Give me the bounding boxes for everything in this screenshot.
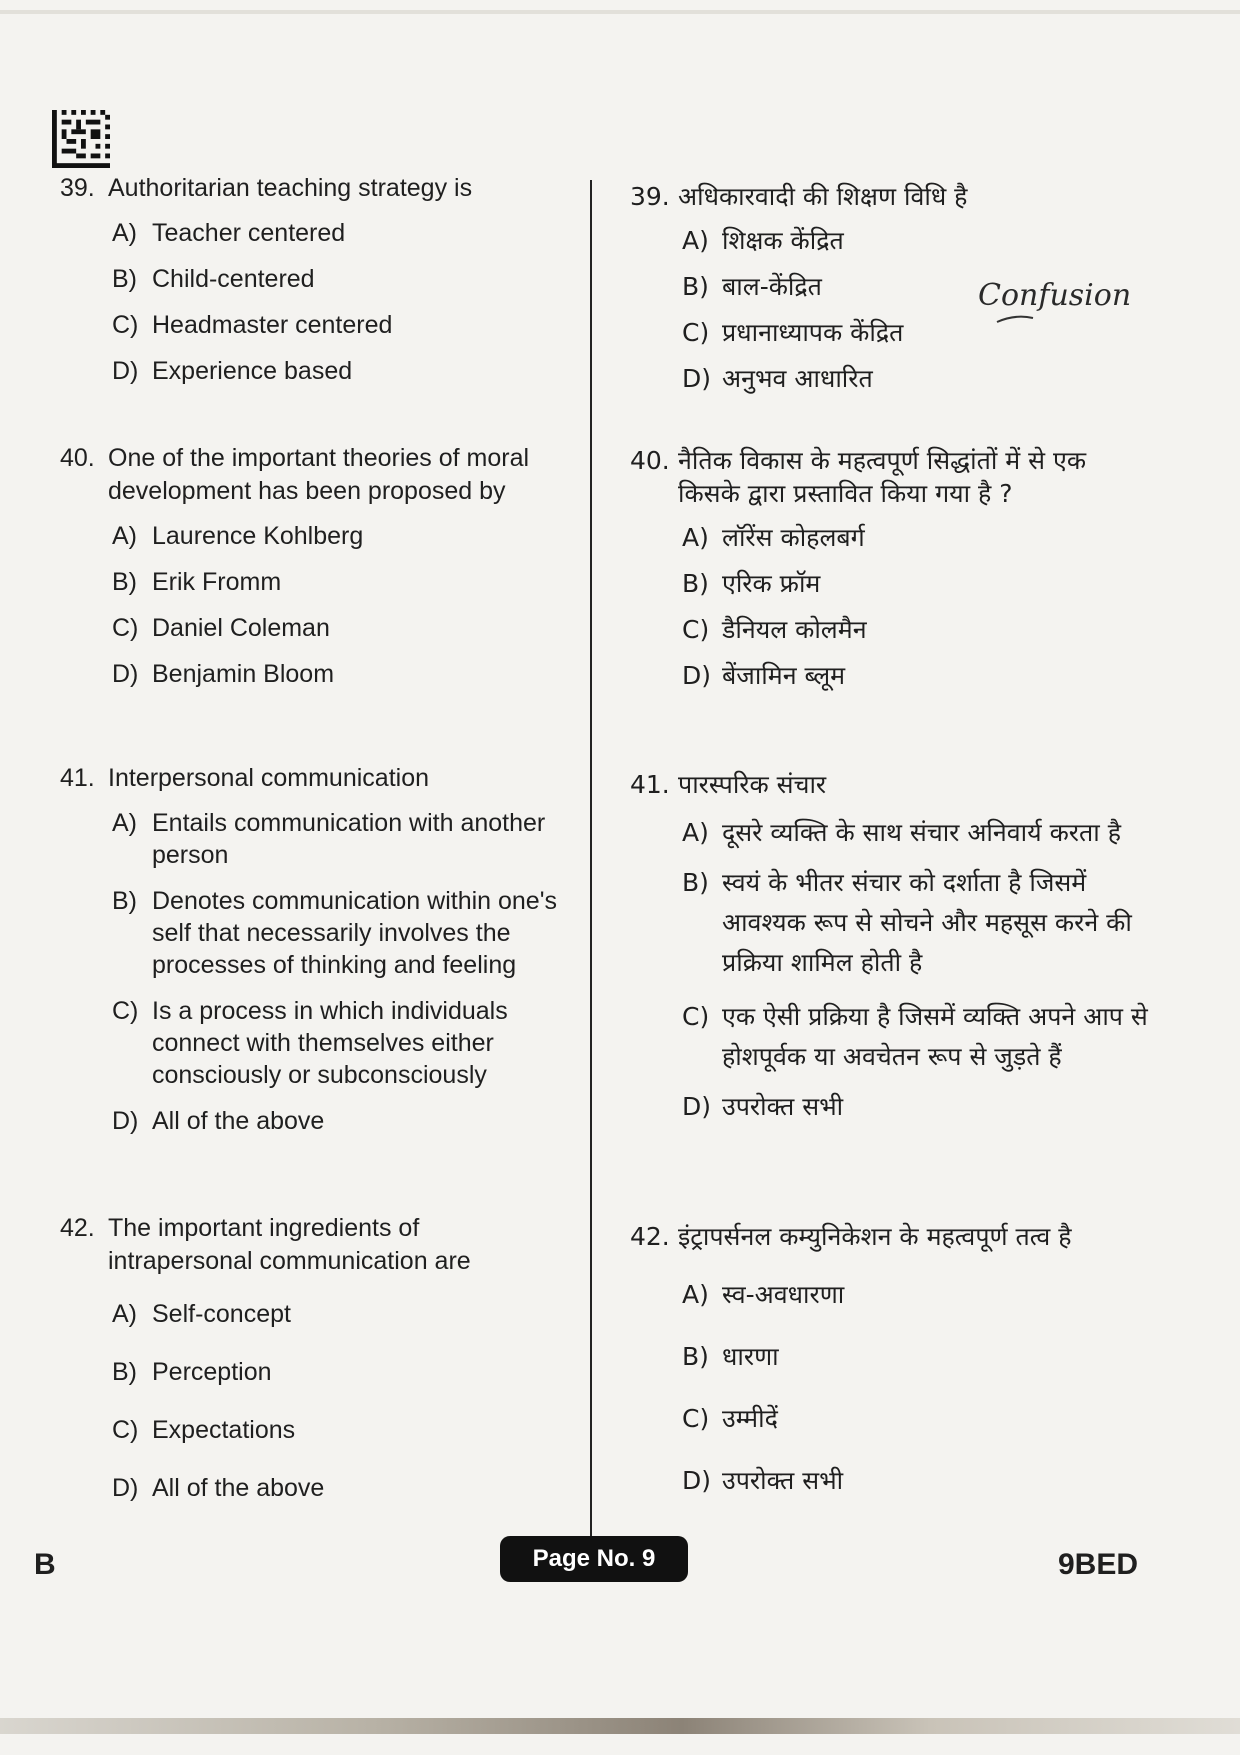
option-b: [112, 263, 570, 295]
option-text: All of the above: [152, 1107, 325, 1135]
option-text: दूसरे व्यक्ति के साथ संचार अनिवार्य करता है: [722, 818, 1121, 847]
option-b: [112, 566, 570, 598]
option-label: C): [112, 614, 139, 642]
option-text: उपरोक्त सभी: [722, 1092, 844, 1121]
option-b: [112, 1356, 570, 1388]
option-text: Entails communication with another person: [152, 809, 546, 869]
option-label: A): [112, 522, 137, 550]
option-a: [112, 1298, 570, 1330]
option-c: [112, 1414, 570, 1446]
option-a: [682, 817, 1150, 849]
option-label: C): [682, 318, 710, 347]
option-label: B): [682, 1342, 709, 1371]
option-text: उम्मीदें: [722, 1404, 778, 1433]
option-text: Laurence Kohlberg: [152, 522, 364, 550]
option-d: [682, 1465, 1150, 1497]
question-text: पारस्परिक संचार: [678, 770, 827, 799]
question-number: 41.: [630, 770, 670, 799]
option-text: Expectations: [152, 1416, 296, 1444]
option-c: [682, 997, 1150, 1077]
question-text: One of the important theories of moral development has been proposed by: [108, 444, 530, 505]
option-label: C): [112, 311, 139, 339]
option-label: A): [112, 219, 137, 247]
option-b: [112, 885, 570, 981]
option-text: Headmaster centered: [152, 311, 393, 339]
option-label: A): [682, 1280, 709, 1309]
question-number: 40.: [60, 444, 95, 472]
question-text: The important ingredients of intrapersonal communication are: [108, 1214, 471, 1275]
column-divider: [590, 180, 592, 1540]
option-label: B): [112, 1358, 137, 1386]
question-number: 42.: [630, 1222, 670, 1251]
option-a: [682, 522, 1150, 554]
option-d: [682, 363, 1150, 395]
option-label: C): [682, 615, 710, 644]
option-text: अनुभव आधारित: [722, 364, 873, 393]
option-text: बेंजामिन ब्लूम: [722, 661, 846, 690]
option-text: Perception: [152, 1358, 272, 1386]
question-40-hi: [630, 444, 1150, 706]
option-a: [112, 217, 570, 249]
series-code: B: [34, 1548, 56, 1581]
option-text: स्व-अवधारणा: [722, 1280, 845, 1309]
option-text: Daniel Coleman: [152, 614, 330, 642]
option-c: [112, 612, 570, 644]
question-39-en: [60, 172, 570, 401]
option-label: B): [682, 569, 709, 598]
option-text: एक ऐसी प्रक्रिया है जिसमें व्यक्ति अपने आप से होशपूर्वक या अवचेतन रूप से जुड़ते हैं: [722, 1002, 1148, 1071]
option-d: [682, 1091, 1150, 1123]
option-text: एरिक फ्रॉम: [722, 569, 821, 598]
option-text: उपरोक्त सभी: [722, 1466, 844, 1495]
option-text: लॉरेंस कोहलबर्ग: [722, 523, 865, 552]
option-label: A): [112, 809, 137, 837]
option-label: D): [112, 660, 139, 688]
option-label: D): [112, 357, 139, 385]
question-42-hi: [630, 1220, 1150, 1511]
option-label: B): [682, 868, 709, 897]
option-text: Is a process in which individuals connect with themselves either consciously or subconsciously: [152, 997, 508, 1089]
option-label: B): [112, 568, 137, 596]
option-d: [112, 658, 570, 690]
question-42-en: [60, 1212, 570, 1518]
option-b: [682, 568, 1150, 600]
option-text: Teacher centered: [152, 219, 346, 247]
option-text: धारणा: [722, 1342, 779, 1371]
question-text: इंट्रापर्सनल कम्युनिकेशन के महत्वपूर्ण तत्व है: [678, 1222, 1072, 1251]
paper-code: 9BED: [1058, 1548, 1139, 1581]
option-a: [682, 1279, 1150, 1311]
option-label: C): [682, 1404, 710, 1433]
page-number-badge: Page No. 9: [500, 1536, 688, 1582]
option-text: प्रधानाध्यापक केंद्रित: [722, 318, 904, 347]
scan-artifact: [0, 10, 1240, 14]
option-label: D): [682, 1092, 712, 1121]
question-number: 40.: [630, 446, 670, 475]
option-label: C): [112, 997, 139, 1025]
option-label: D): [682, 1466, 712, 1495]
option-c: [112, 309, 570, 341]
scan-bottom-edge: [0, 1718, 1240, 1734]
option-d: [112, 1105, 570, 1137]
datamatrix-code-icon: [52, 110, 110, 168]
question-40-en: [60, 442, 570, 704]
option-text: Erik Fromm: [152, 568, 282, 596]
option-text: डैनियल कोलमैन: [722, 615, 867, 644]
option-text: Denotes communication within one's self that necessarily involves the processes of thinking and feeling: [152, 887, 557, 979]
option-c: [682, 1403, 1150, 1435]
option-label: A): [682, 818, 709, 847]
option-text: All of the above: [152, 1474, 325, 1502]
question-number: 42.: [60, 1214, 95, 1242]
option-c: [112, 995, 570, 1091]
option-label: D): [682, 661, 712, 690]
option-label: B): [112, 265, 137, 293]
option-d: [112, 1472, 570, 1504]
option-text: Child-centered: [152, 265, 315, 293]
option-label: A): [682, 226, 709, 255]
option-label: C): [112, 1416, 139, 1444]
question-number: 39.: [630, 182, 670, 211]
option-d: [112, 355, 570, 387]
option-d: [682, 660, 1150, 692]
option-label: D): [112, 1474, 139, 1502]
option-label: C): [682, 1002, 710, 1031]
option-text: Self-concept: [152, 1300, 291, 1328]
option-label: D): [682, 364, 712, 393]
option-c: [682, 614, 1150, 646]
option-c: [682, 317, 1150, 349]
option-label: B): [682, 272, 709, 301]
handwritten-annotation: Confusion: [978, 278, 1132, 313]
option-label: A): [682, 523, 709, 552]
option-text: Benjamin Bloom: [152, 660, 335, 688]
question-41-en: [60, 762, 570, 1151]
pen-stroke-icon: [995, 312, 1035, 326]
option-label: B): [112, 887, 137, 915]
question-text: अधिकारवादी की शिक्षण विधि है: [678, 182, 968, 211]
option-a: [112, 807, 570, 871]
question-text: Interpersonal communication: [108, 764, 429, 792]
question-text: Authoritarian teaching strategy is: [108, 174, 473, 202]
option-b: [682, 863, 1150, 983]
option-a: [112, 520, 570, 552]
question-number: 39.: [60, 174, 95, 202]
option-a: [682, 225, 1150, 257]
question-41-hi: [630, 768, 1150, 1137]
question-text: नैतिक विकास के महत्वपूर्ण सिद्धांतों में से एक किसके द्वारा प्रस्तावित किया गया है ?: [678, 446, 1087, 508]
option-b: [682, 1341, 1150, 1373]
question-number: 41.: [60, 764, 95, 792]
option-label: D): [112, 1107, 139, 1135]
option-text: बाल-केंद्रित: [722, 272, 822, 301]
option-text: स्वयं के भीतर संचार को दर्शाता है जिसमें आवश्यक रूप से सोचने और महसूस करने की प्रक्रिया शामिल होती है: [722, 868, 1132, 977]
option-text: शिक्षक केंद्रित: [722, 226, 844, 255]
option-label: A): [112, 1300, 137, 1328]
option-text: Experience based: [152, 357, 353, 385]
